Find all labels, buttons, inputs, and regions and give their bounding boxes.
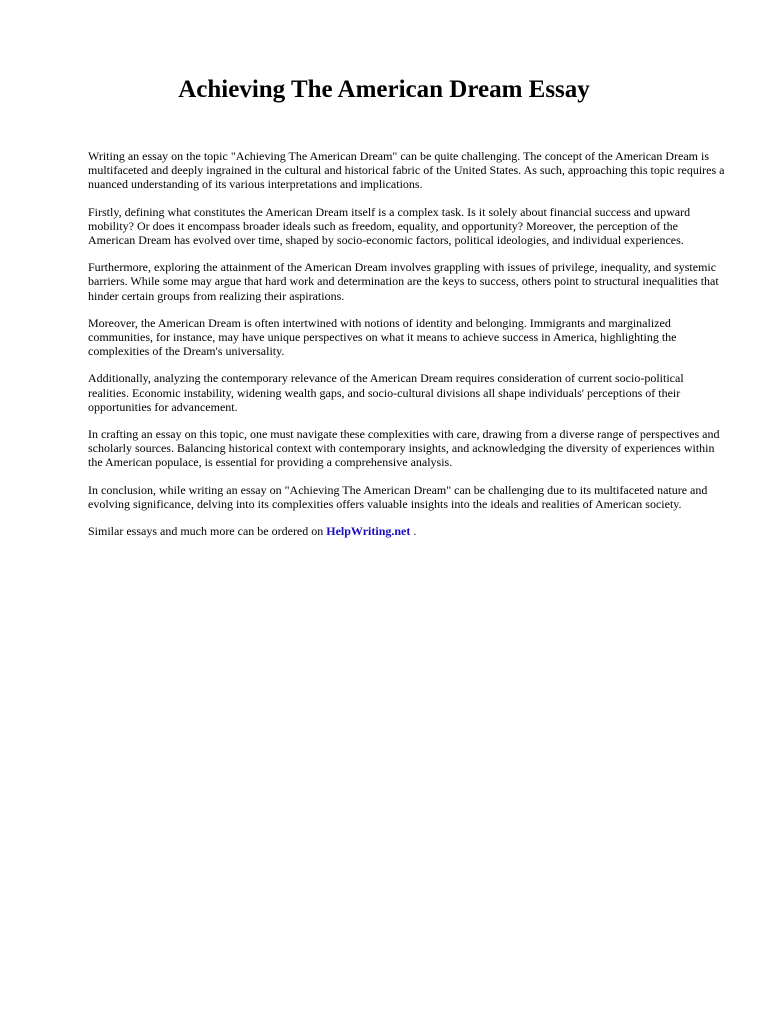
paragraph-3: Furthermore, exploring the attainment of the American Dream involves grappling with issues of privilege, inequality, and systemic barriers. While some may argue that hard work and determination are the keys to success, others point to structural inequalities that hinder certain groups from realizing their aspirations. bbox=[88, 260, 719, 303]
paragraph-5: Additionally, analyzing the contemporary relevance of the American Dream requires consideration of current socio-political realities. Economic instability, widening wealth gaps, and socio-cultural divisions all shape individuals' perceptions of their opportunities for advancement. bbox=[88, 371, 684, 414]
helpwriting-link[interactable]: HelpWriting.net bbox=[326, 524, 411, 539]
footer-line bbox=[88, 524, 726, 538]
document-title: Achieving The American Dream Essay bbox=[178, 76, 590, 103]
footer-prefix: Similar essays and much more can be ordered on bbox=[88, 524, 327, 539]
footer-suffix: . bbox=[410, 524, 417, 539]
paragraph-6: In crafting an essay on this topic, one must navigate these complexities with care, drawing from a diverse range of perspectives and scholarly sources. Balancing historical context with contemporary insights, and acknowledging the diversity of experiences within the American populace, is essential for providing a comprehensive analysis. bbox=[88, 427, 720, 470]
paragraph-4: Moreover, the American Dream is often intertwined with notions of identity and belonging. Immigrants and marginalized communities, for instance, may have unique perspectives on what it means to achieve success in America, highlighting the complexities of the Dream's universality. bbox=[88, 315, 677, 359]
paragraph-7: In conclusion, while writing an essay on "Achieving The American Dream" can be challenging due to its multifaceted nature and evolving significance, delving into its complexities offers valuable insights into the ideals and realities of American society. bbox=[88, 482, 708, 511]
paragraph-2: Firstly, defining what constitutes the American Dream itself is a complex task. Is it solely about financial success and upward mobility? Or does it encompass broader ideals such as freedom, equality, and opportunity? Moreover, the perception of the American Dream has evolved over time, shaped by socio-economic factors, political ideologies, and individual experiences. bbox=[88, 204, 691, 248]
document-body bbox=[88, 149, 726, 551]
paragraph-1: Writing an essay on the topic "Achieving The American Dream" can be quite challenging. The concept of the American Dream is multifaceted and deeply ingrained in the cultural and historical fabric of the United States. As such, approaching this topic requires a nuanced understanding of its various interpretations and implications. bbox=[88, 149, 725, 192]
